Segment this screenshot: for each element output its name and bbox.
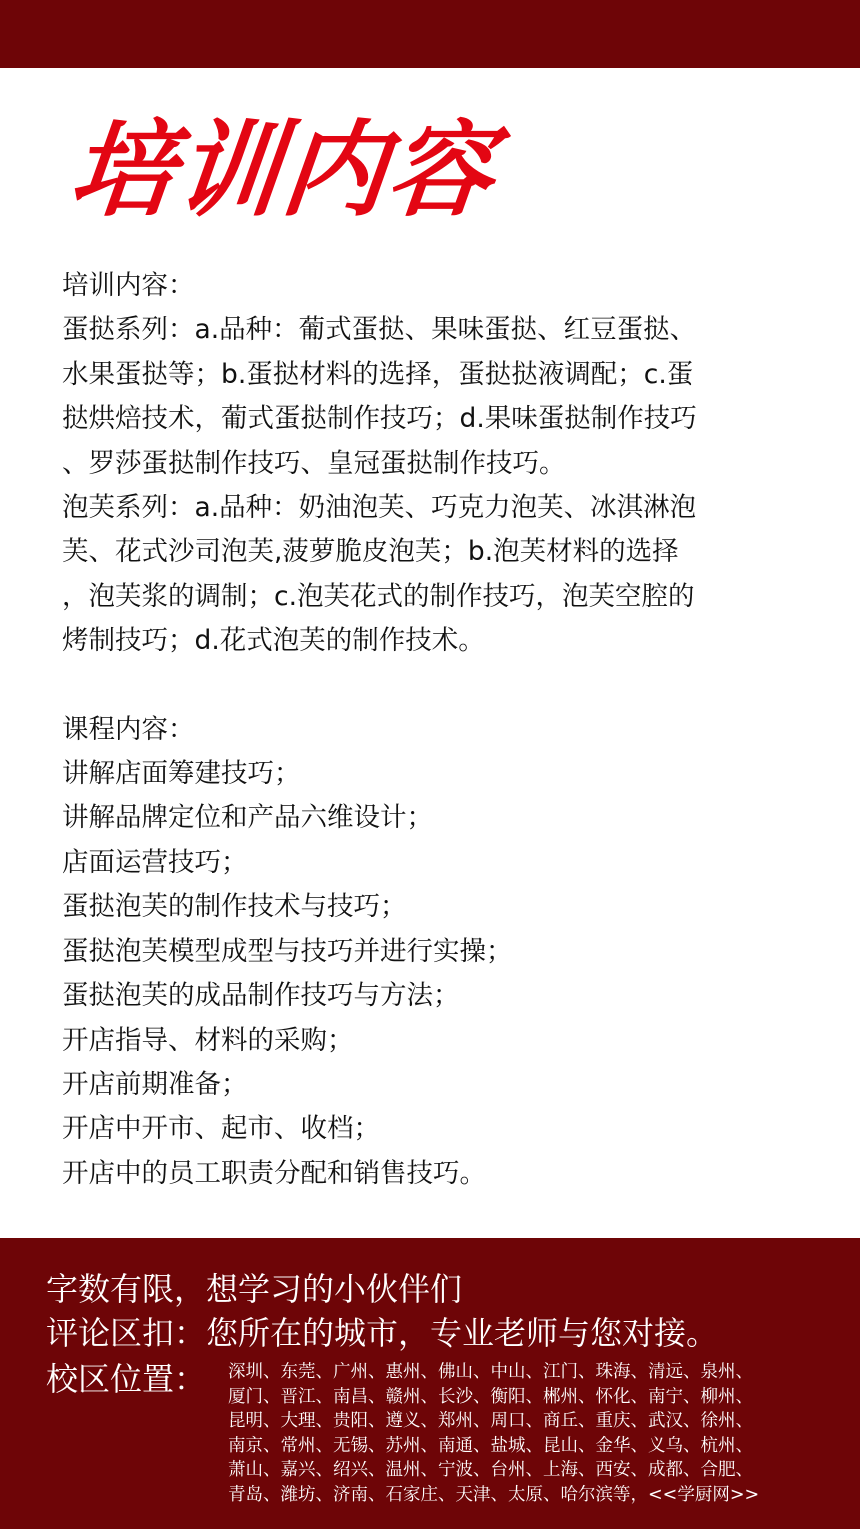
training-section xyxy=(62,264,802,664)
city-line: 青岛、潍坊、济南、石家庄、天津、太原、哈尔滨等，<<学厨网>> xyxy=(228,1484,760,1505)
tart-line: 水果蛋挞等；b.蛋挞材料的选择，蛋挞挞液调配；c.蛋 xyxy=(62,358,694,390)
city-line: 厦门、晋江、南昌、赣州、长沙、衡阳、郴州、怀化、南宁、柳州、 xyxy=(228,1386,753,1407)
course-item: 蛋挞泡芙的成品制作技巧与方法； xyxy=(62,980,460,1012)
course-item: 讲解店面筹建技巧； xyxy=(62,758,301,790)
puff-line: 芙、花式沙司泡芙,菠萝脆皮泡芙；b.泡芙材料的选择 xyxy=(62,536,679,568)
course-item: 蛋挞泡芙模型成型与技巧并进行实操； xyxy=(62,935,513,967)
puff-series xyxy=(62,486,802,664)
course-item: 蛋挞泡芙的制作技术与技巧； xyxy=(62,891,407,923)
footer-panel xyxy=(0,1238,860,1529)
tart-line: 、罗莎蛋挞制作技巧、皇冠蛋挞制作技巧。 xyxy=(62,447,566,479)
city-line: 深圳、东莞、广州、惠州、佛山、中山、江门、珠海、清远、泉州、 xyxy=(228,1362,753,1382)
main-content xyxy=(62,264,802,1196)
course-item: 讲解品牌定位和产品六维设计； xyxy=(62,802,433,834)
page-title: 培训内容 xyxy=(64,109,501,231)
course-item: 开店中的员工职责分配和销售技巧。 xyxy=(62,1157,486,1189)
cta-line: 评论区扣：您所在的城市，专业老师与您对接。 xyxy=(46,1314,719,1352)
training-heading: 培训内容： xyxy=(62,270,195,301)
campus-city-list xyxy=(228,1360,828,1508)
city-line: 萧山、嘉兴、绍兴、温州、宁波、台州、上海、西安、成都、合肥、 xyxy=(228,1460,753,1481)
puff-line: 烤制技巧；d.花式泡芙的制作技术。 xyxy=(62,625,485,657)
course-item: 开店前期准备； xyxy=(62,1068,248,1100)
top-banner xyxy=(0,0,860,68)
campus-label: 校区位置： xyxy=(46,1360,207,1398)
course-item: 开店指导、材料的采购； xyxy=(62,1024,354,1056)
puff-line: ，泡芙浆的调制；c.泡芙花式的制作技巧，泡芙空腔的 xyxy=(62,580,695,612)
tart-line: 蛋挞系列：a.品种：葡式蛋挞、果味蛋挞、红豆蛋挞、 xyxy=(62,314,697,346)
city-line: 南京、常州、无锡、苏州、南通、盐城、昆山、金华、义乌、杭州、 xyxy=(228,1435,753,1456)
course-section xyxy=(62,708,802,1196)
city-line: 昆明、大理、贵阳、遵义、郑州、周口、商丘、重庆、武汉、徐州、 xyxy=(228,1411,753,1432)
course-heading: 课程内容： xyxy=(62,713,195,745)
cta-line: 字数有限，想学习的小伙伴们 xyxy=(46,1270,463,1308)
course-item: 店面运营技巧； xyxy=(62,846,248,878)
puff-line: 泡芙系列：a.品种：奶油泡芙、巧克力泡芙、冰淇淋泡 xyxy=(62,492,697,524)
tart-line: 挞烘焙技术，葡式蛋挞制作技巧；d.果味蛋挞制作技巧 xyxy=(62,403,697,435)
course-list xyxy=(62,752,802,1196)
tart-series xyxy=(62,308,802,486)
course-item: 开店中开市、起市、收档； xyxy=(62,1113,380,1145)
